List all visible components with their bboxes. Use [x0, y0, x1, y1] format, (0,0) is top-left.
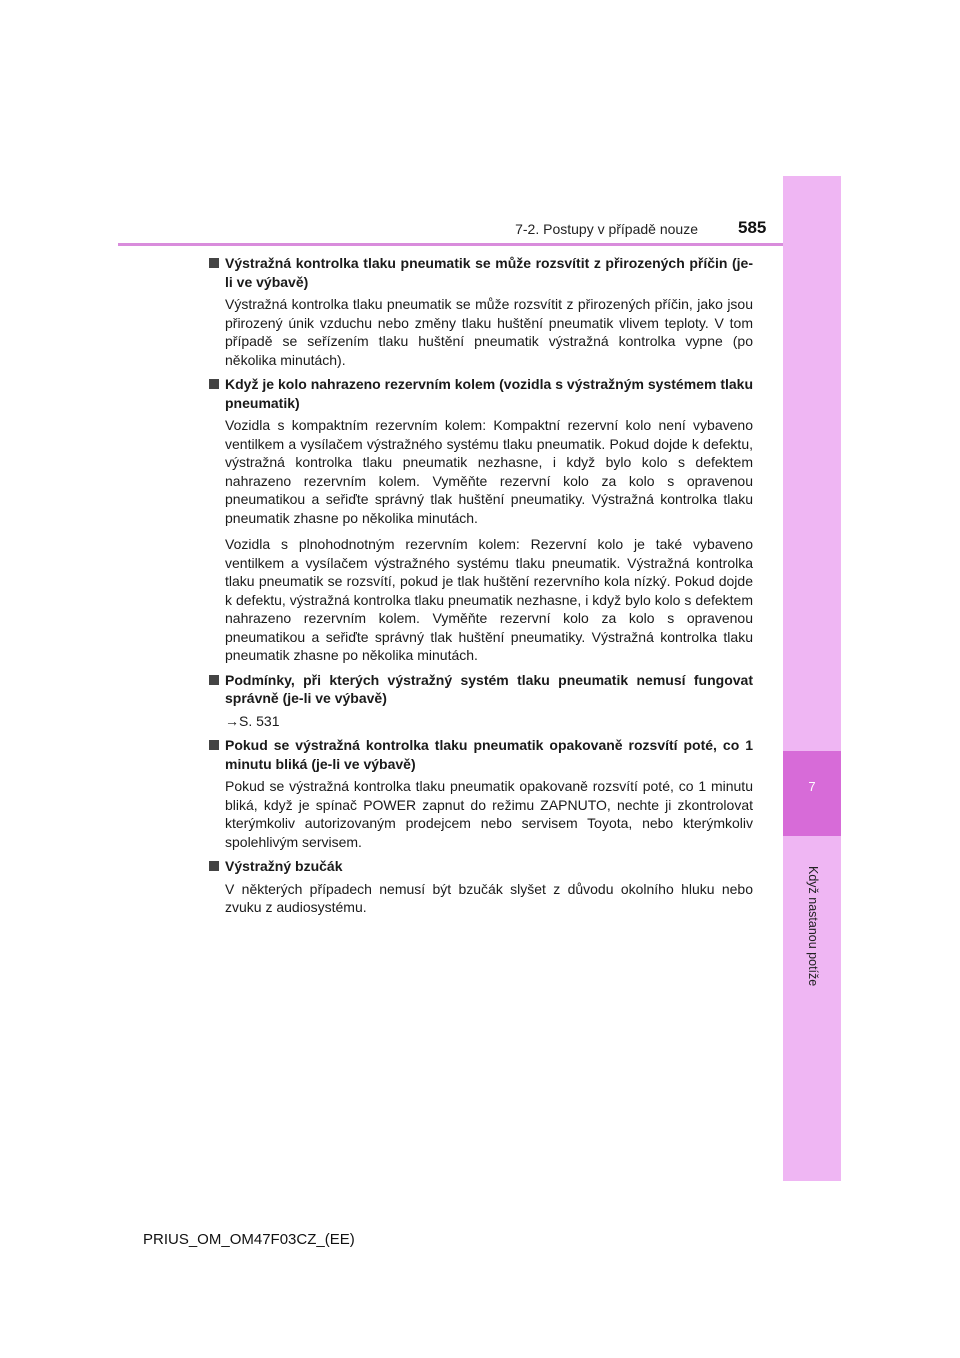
note-heading-text: Výstražná kontrolka tlaku pneumatik se může rozsvítit z přirozených příčin (je-li ve výbavě) — [225, 255, 753, 290]
chapter-number: 7 — [808, 779, 816, 794]
page-number: 585 — [738, 218, 767, 237]
note-heading-text: Výstražný bzučák — [225, 858, 343, 874]
chapter-title: Když nastanou potíže — [806, 866, 820, 987]
square-bullet-icon — [209, 258, 219, 268]
note-item — [208, 857, 753, 917]
note-heading-text: Když je kolo nahrazeno rezervním kolem (vozidla s výstražným systémem tlaku pneumatik) — [225, 376, 753, 411]
note-heading — [208, 857, 753, 876]
square-bullet-icon — [209, 861, 219, 871]
note-item — [208, 254, 753, 369]
note-heading — [208, 375, 753, 412]
note-heading — [208, 254, 753, 291]
note-heading-text: Pokud se výstražná kontrolka tlaku pneumatik opakovaně rozsvítí poté, co 1 minutu bliká (je-li ve výbavě) — [225, 737, 753, 772]
section-title: 7-2. Postupy v případě nouze — [515, 221, 698, 237]
note-item — [208, 736, 753, 851]
note-item — [208, 671, 753, 731]
note-paragraph: Výstražná kontrolka tlaku pneumatik se může rozsvítit z přirozených příčin, jako jsou přirozený únik vzduchu nebo změny tlaku huštění pneumatik vlivem teploty. V tom případě se seřízením tlaku huštění pneumatik výstražná kontrolka vypne (po několika minutách). — [225, 296, 753, 368]
page-reference-link[interactable]: →S. 531 — [225, 712, 280, 729]
note-paragraph: V některých případech nemusí být bzučák slyšet z důvodu okolního hluku nebo zvuku z audiosystému. — [225, 880, 753, 915]
chapter-side-tab — [783, 176, 841, 1181]
square-bullet-icon — [209, 675, 219, 685]
note-paragraph: Pokud se výstražná kontrolka tlaku pneumatik opakovaně rozsvítí poté, co 1 minutu bliká, když je spínač POWER zapnut do režimu ZAPNUTO, nechte ji zkontrolovat kterýmkoliv autorizovaným prodejcem nebo servisem Toyota, nebo kterýmkoliv spolehlivým servisem. — [225, 778, 753, 850]
header-divider — [118, 243, 783, 246]
note-heading — [208, 671, 753, 708]
page-content — [208, 254, 753, 923]
square-bullet-icon — [209, 740, 219, 750]
note-heading — [208, 736, 753, 773]
square-bullet-icon — [209, 379, 219, 389]
document-id: PRIUS_OM_OM47F03CZ_(EE) — [143, 1231, 355, 1248]
note-heading-text: Podmínky, při kterých výstražný systém tlaku pneumatik nemusí fungovat správně (je-li ve výbavě) — [225, 671, 753, 706]
note-paragraph: Vozidla s kompaktním rezervním kolem: Kompaktní rezervní kolo není vybaveno ventilkem a vysílačem výstražného systému tlaku pneumatik. Pokud dojde k defektu, výstražná kontrolka tlaku pneumatik nezhasne, i když bylo kolo s defektem nahrazeno rezervním kolem. Vyměňte rezervní kolo za kolo s opravenou pneumatikou a seřiďte správný tlak huštění pneumatiky. Výstražná kontrolka tlaku pneumatik zhasne po několika minutách. — [225, 417, 753, 526]
note-item — [208, 375, 753, 665]
note-paragraph: Vozidla s plnohodnotným rezervním kolem: Rezervní kolo je také vybaveno ventilkem a vysílačem výstražného systému tlaku pneumatik. Výstražná kontrolka tlaku pneumatik se rozsvítí, pokud je tlak huštění rezervního kola nízký. Pokud dojde k defektu, výstražná kontrolka tlaku pneumatik nezhasne, i když bylo kolo s defektem nahrazeno rezervním kolem. Vyměňte rezervní kolo za kolo s opravenou pneumatikou a seřiďte správný tlak huštění pneumatiky. Výstražná kontrolka tlaku pneumatik zhasne po několika minutách. — [225, 536, 753, 663]
chapter-number-box — [783, 751, 841, 836]
